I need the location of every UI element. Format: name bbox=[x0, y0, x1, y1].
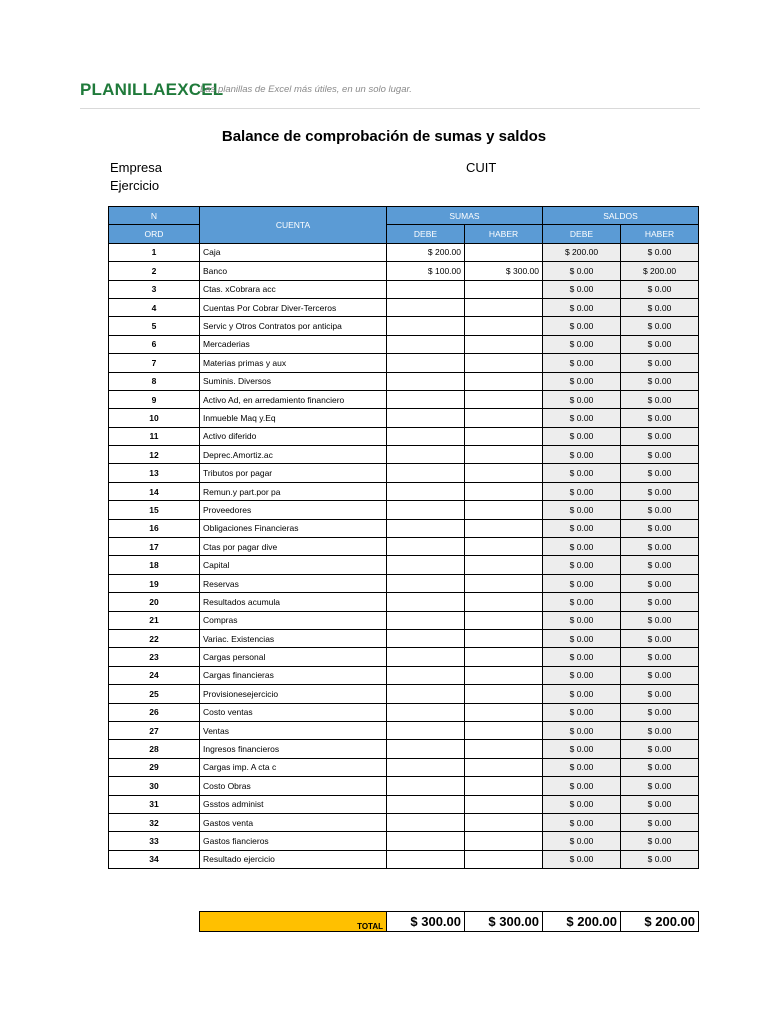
table-row bbox=[109, 850, 699, 868]
sumas-haber-cell[interactable] bbox=[465, 335, 543, 353]
saldos-haber-cell: $ 0.00 bbox=[621, 556, 699, 574]
sumas-debe-cell[interactable] bbox=[387, 464, 465, 482]
sumas-debe-cell[interactable] bbox=[387, 685, 465, 703]
row-number: 1 bbox=[109, 243, 200, 261]
sumas-haber-cell[interactable] bbox=[465, 685, 543, 703]
saldos-debe-cell: $ 0.00 bbox=[543, 446, 621, 464]
saldos-haber-cell: $ 0.00 bbox=[621, 593, 699, 611]
saldos-haber-cell: $ 0.00 bbox=[621, 740, 699, 758]
account-name[interactable]: Gastos fiancieros bbox=[200, 832, 387, 850]
row-number: 20 bbox=[109, 593, 200, 611]
account-name[interactable]: Servic y Otros Contratos por anticipa bbox=[200, 317, 387, 335]
saldos-debe-cell: $ 0.00 bbox=[543, 538, 621, 556]
saldos-haber-cell: $ 0.00 bbox=[621, 464, 699, 482]
sumas-haber-cell[interactable] bbox=[465, 538, 543, 556]
account-name[interactable]: Deprec.Amortiz.ac bbox=[200, 446, 387, 464]
sumas-debe-cell[interactable] bbox=[387, 832, 465, 850]
col-saldos-header: SALDOS bbox=[543, 207, 699, 225]
sumas-haber-cell[interactable] bbox=[465, 648, 543, 666]
sumas-debe-cell[interactable] bbox=[387, 446, 465, 464]
sumas-haber-cell[interactable] bbox=[465, 243, 543, 261]
saldos-haber-cell: $ 0.00 bbox=[621, 832, 699, 850]
saldos-haber-cell: $ 0.00 bbox=[621, 519, 699, 537]
row-number: 10 bbox=[109, 409, 200, 427]
saldos-debe-cell: $ 0.00 bbox=[543, 464, 621, 482]
account-name[interactable]: Costo ventas bbox=[200, 703, 387, 721]
table-row bbox=[109, 703, 699, 721]
saldos-debe-cell: $ 0.00 bbox=[543, 593, 621, 611]
sumas-debe-cell[interactable] bbox=[387, 740, 465, 758]
row-number: 18 bbox=[109, 556, 200, 574]
sumas-debe-cell[interactable] bbox=[387, 298, 465, 316]
sumas-haber-cell[interactable] bbox=[465, 464, 543, 482]
balance-table bbox=[108, 206, 699, 869]
row-number: 14 bbox=[109, 482, 200, 500]
saldos-haber-cell: $ 0.00 bbox=[621, 427, 699, 445]
row-number: 19 bbox=[109, 574, 200, 592]
sumas-debe-cell[interactable] bbox=[387, 372, 465, 390]
ejercicio-label: Ejercicio bbox=[110, 178, 160, 193]
saldos-debe-cell: $ 0.00 bbox=[543, 317, 621, 335]
account-name[interactable]: Suminis. Diversos bbox=[200, 372, 387, 390]
row-number: 32 bbox=[109, 813, 200, 831]
saldos-haber-cell: $ 0.00 bbox=[621, 611, 699, 629]
saldos-debe-cell: $ 0.00 bbox=[543, 354, 621, 372]
sumas-debe-cell[interactable] bbox=[387, 354, 465, 372]
sumas-haber-cell[interactable] bbox=[465, 721, 543, 739]
sumas-debe-cell[interactable] bbox=[387, 648, 465, 666]
account-name[interactable]: Ctas por pagar dive bbox=[200, 538, 387, 556]
col-cuenta-header: CUENTA bbox=[200, 207, 387, 244]
table-row bbox=[109, 740, 699, 758]
sumas-debe-cell[interactable]: $ 200.00 bbox=[387, 243, 465, 261]
row-number: 34 bbox=[109, 850, 200, 868]
saldos-debe-cell: $ 0.00 bbox=[543, 280, 621, 298]
row-number: 7 bbox=[109, 354, 200, 372]
saldos-debe-cell: $ 0.00 bbox=[543, 574, 621, 592]
table-row bbox=[109, 538, 699, 556]
table-row bbox=[109, 446, 699, 464]
table-row bbox=[109, 501, 699, 519]
table-row bbox=[109, 611, 699, 629]
saldos-debe-cell: $ 0.00 bbox=[543, 777, 621, 795]
table-row bbox=[109, 354, 699, 372]
table-row bbox=[109, 593, 699, 611]
row-number: 30 bbox=[109, 777, 200, 795]
saldos-haber-cell: $ 0.00 bbox=[621, 685, 699, 703]
account-name[interactable]: Mercaderias bbox=[200, 335, 387, 353]
sumas-debe-cell[interactable] bbox=[387, 593, 465, 611]
row-number: 22 bbox=[109, 629, 200, 647]
account-name[interactable]: Cargas financieras bbox=[200, 666, 387, 684]
saldos-haber-cell: $ 0.00 bbox=[621, 721, 699, 739]
saldos-haber-cell: $ 0.00 bbox=[621, 850, 699, 868]
sumas-haber-cell[interactable] bbox=[465, 574, 543, 592]
sumas-haber-cell[interactable] bbox=[465, 280, 543, 298]
account-name[interactable]: Cargas personal bbox=[200, 648, 387, 666]
account-name[interactable]: Proveedores bbox=[200, 501, 387, 519]
sumas-debe-cell[interactable] bbox=[387, 556, 465, 574]
col-saldos-debe-header: DEBE bbox=[543, 225, 621, 243]
account-name[interactable]: Provisionesejercicio bbox=[200, 685, 387, 703]
saldos-haber-cell: $ 0.00 bbox=[621, 501, 699, 519]
table-row bbox=[109, 390, 699, 408]
header-divider bbox=[80, 108, 700, 109]
row-number: 33 bbox=[109, 832, 200, 850]
sumas-haber-cell[interactable] bbox=[465, 795, 543, 813]
account-name[interactable]: Banco bbox=[200, 262, 387, 280]
account-name[interactable]: Gsstos administ bbox=[200, 795, 387, 813]
row-number: 28 bbox=[109, 740, 200, 758]
cuit-label: CUIT bbox=[466, 160, 497, 175]
table-row bbox=[109, 317, 699, 335]
col-ord-header: ORD bbox=[109, 225, 200, 243]
account-name[interactable]: Resultados acumula bbox=[200, 593, 387, 611]
sumas-haber-cell[interactable] bbox=[465, 666, 543, 684]
saldos-haber-cell: $ 0.00 bbox=[621, 446, 699, 464]
row-number: 5 bbox=[109, 317, 200, 335]
saldos-haber-cell: $ 0.00 bbox=[621, 795, 699, 813]
table-row bbox=[109, 832, 699, 850]
saldos-haber-cell: $ 0.00 bbox=[621, 280, 699, 298]
table-row bbox=[109, 574, 699, 592]
account-name[interactable]: Obligaciones Financieras bbox=[200, 519, 387, 537]
account-name[interactable]: Caja bbox=[200, 243, 387, 261]
table-row bbox=[109, 648, 699, 666]
table-row bbox=[109, 280, 699, 298]
row-number: 25 bbox=[109, 685, 200, 703]
row-number: 2 bbox=[109, 262, 200, 280]
sumas-haber-cell[interactable] bbox=[465, 593, 543, 611]
table-row bbox=[109, 335, 699, 353]
brand-tagline: Las planillas de Excel más útiles, en un solo lugar. bbox=[200, 84, 412, 95]
sumas-haber-cell[interactable] bbox=[465, 832, 543, 850]
row-number: 16 bbox=[109, 519, 200, 537]
sumas-debe-cell[interactable] bbox=[387, 574, 465, 592]
sumas-haber-cell[interactable] bbox=[465, 317, 543, 335]
sumas-haber-cell[interactable]: $ 300.00 bbox=[465, 262, 543, 280]
sumas-debe-cell[interactable] bbox=[387, 390, 465, 408]
saldos-debe-cell: $ 0.00 bbox=[543, 501, 621, 519]
saldos-haber-cell: $ 0.00 bbox=[621, 482, 699, 500]
table-row bbox=[109, 556, 699, 574]
account-name[interactable]: Capital bbox=[200, 556, 387, 574]
saldos-debe-cell: $ 0.00 bbox=[543, 740, 621, 758]
sumas-debe-cell[interactable]: $ 100.00 bbox=[387, 262, 465, 280]
saldos-debe-cell: $ 0.00 bbox=[543, 335, 621, 353]
sumas-haber-cell[interactable] bbox=[465, 629, 543, 647]
saldos-debe-cell: $ 0.00 bbox=[543, 758, 621, 776]
sumas-haber-cell[interactable] bbox=[465, 611, 543, 629]
col-sumas-debe-header: DEBE bbox=[387, 225, 465, 243]
saldos-haber-cell: $ 0.00 bbox=[621, 409, 699, 427]
saldos-debe-cell: $ 0.00 bbox=[543, 427, 621, 445]
sumas-debe-cell[interactable] bbox=[387, 629, 465, 647]
saldos-haber-cell: $ 0.00 bbox=[621, 335, 699, 353]
table-row bbox=[109, 262, 699, 280]
table-row bbox=[109, 243, 699, 261]
saldos-haber-cell: $ 0.00 bbox=[621, 390, 699, 408]
saldos-haber-cell: $ 0.00 bbox=[621, 317, 699, 335]
sumas-debe-cell[interactable] bbox=[387, 777, 465, 795]
saldos-debe-cell: $ 0.00 bbox=[543, 850, 621, 868]
sumas-haber-cell[interactable] bbox=[465, 409, 543, 427]
saldos-haber-cell: $ 0.00 bbox=[621, 813, 699, 831]
table-row bbox=[109, 777, 699, 795]
row-number: 27 bbox=[109, 721, 200, 739]
saldos-haber-cell: $ 0.00 bbox=[621, 629, 699, 647]
sumas-debe-cell[interactable] bbox=[387, 519, 465, 537]
saldos-haber-cell: $ 0.00 bbox=[621, 354, 699, 372]
saldos-haber-cell: $ 0.00 bbox=[621, 703, 699, 721]
table-row bbox=[109, 629, 699, 647]
brand-part2: EXCEL bbox=[165, 80, 224, 99]
sumas-debe-cell[interactable] bbox=[387, 427, 465, 445]
sumas-debe-cell[interactable] bbox=[387, 409, 465, 427]
table-row bbox=[109, 482, 699, 500]
col-saldos-haber-header: HABER bbox=[621, 225, 699, 243]
saldos-haber-cell: $ 0.00 bbox=[621, 648, 699, 666]
account-name[interactable]: Resultado ejercicio bbox=[200, 850, 387, 868]
saldos-debe-cell: $ 0.00 bbox=[543, 795, 621, 813]
sumas-debe-cell[interactable] bbox=[387, 611, 465, 629]
totals-table bbox=[199, 911, 699, 932]
saldos-haber-cell: $ 0.00 bbox=[621, 758, 699, 776]
saldos-debe-cell: $ 0.00 bbox=[543, 409, 621, 427]
saldos-debe-cell: $ 0.00 bbox=[543, 648, 621, 666]
saldos-debe-cell: $ 0.00 bbox=[543, 262, 621, 280]
sumas-haber-cell[interactable] bbox=[465, 850, 543, 868]
saldos-haber-cell: $ 0.00 bbox=[621, 243, 699, 261]
saldos-debe-cell: $ 0.00 bbox=[543, 629, 621, 647]
row-number: 11 bbox=[109, 427, 200, 445]
saldos-haber-cell: $ 200.00 bbox=[621, 262, 699, 280]
sumas-debe-cell[interactable] bbox=[387, 795, 465, 813]
sumas-debe-cell[interactable] bbox=[387, 280, 465, 298]
sumas-haber-cell[interactable] bbox=[465, 446, 543, 464]
sumas-debe-cell[interactable] bbox=[387, 850, 465, 868]
saldos-haber-cell: $ 0.00 bbox=[621, 666, 699, 684]
row-number: 31 bbox=[109, 795, 200, 813]
saldos-debe-cell: $ 0.00 bbox=[543, 390, 621, 408]
sumas-debe-cell[interactable] bbox=[387, 501, 465, 519]
saldos-debe-cell: $ 0.00 bbox=[543, 372, 621, 390]
saldos-debe-cell: $ 0.00 bbox=[543, 611, 621, 629]
total-label: TOTAL bbox=[200, 912, 387, 932]
table-row bbox=[109, 372, 699, 390]
saldos-debe-cell: $ 0.00 bbox=[543, 685, 621, 703]
empresa-label: Empresa bbox=[110, 160, 163, 175]
table-row bbox=[109, 298, 699, 316]
row-number: 15 bbox=[109, 501, 200, 519]
row-number: 17 bbox=[109, 538, 200, 556]
saldos-debe-cell: $ 200.00 bbox=[543, 243, 621, 261]
saldos-debe-cell: $ 0.00 bbox=[543, 703, 621, 721]
saldos-haber-cell: $ 0.00 bbox=[621, 574, 699, 592]
sumas-debe-cell[interactable] bbox=[387, 538, 465, 556]
sumas-haber-cell[interactable] bbox=[465, 354, 543, 372]
sumas-haber-cell[interactable] bbox=[465, 298, 543, 316]
sumas-haber-cell[interactable] bbox=[465, 501, 543, 519]
sumas-debe-cell[interactable] bbox=[387, 813, 465, 831]
table-row bbox=[109, 409, 699, 427]
sumas-haber-cell[interactable] bbox=[465, 519, 543, 537]
totals-row bbox=[200, 912, 699, 932]
account-name[interactable]: Cargas imp. A cta c bbox=[200, 758, 387, 776]
total-saldos-debe: $ 200.00 bbox=[543, 912, 621, 932]
saldos-haber-cell: $ 0.00 bbox=[621, 372, 699, 390]
table-row bbox=[109, 666, 699, 684]
saldos-haber-cell: $ 0.00 bbox=[621, 298, 699, 316]
sumas-debe-cell[interactable] bbox=[387, 666, 465, 684]
table-row bbox=[109, 813, 699, 831]
account-name[interactable]: Tributos por pagar bbox=[200, 464, 387, 482]
saldos-debe-cell: $ 0.00 bbox=[543, 666, 621, 684]
sumas-haber-cell[interactable] bbox=[465, 740, 543, 758]
row-number: 26 bbox=[109, 703, 200, 721]
row-number: 12 bbox=[109, 446, 200, 464]
sumas-haber-cell[interactable] bbox=[465, 777, 543, 795]
table-row bbox=[109, 427, 699, 445]
col-sumas-header: SUMAS bbox=[387, 207, 543, 225]
page-title: Balance de comprobación de sumas y saldos bbox=[221, 128, 547, 145]
sumas-haber-cell[interactable] bbox=[465, 372, 543, 390]
sumas-debe-cell[interactable] bbox=[387, 482, 465, 500]
account-name[interactable]: Ctas. xCobrara acc bbox=[200, 280, 387, 298]
sumas-haber-cell[interactable] bbox=[465, 427, 543, 445]
saldos-debe-cell: $ 0.00 bbox=[543, 813, 621, 831]
table-row bbox=[109, 758, 699, 776]
account-name[interactable]: Activo Ad, en arredamiento financiero bbox=[200, 390, 387, 408]
brand-part1: PLANILLA bbox=[80, 80, 166, 99]
sumas-haber-cell[interactable] bbox=[465, 390, 543, 408]
account-name[interactable]: Materias primas y aux bbox=[200, 354, 387, 372]
account-name[interactable]: Reservas bbox=[200, 574, 387, 592]
sumas-debe-cell[interactable] bbox=[387, 721, 465, 739]
table-row bbox=[109, 519, 699, 537]
row-number: 23 bbox=[109, 648, 200, 666]
sumas-haber-cell[interactable] bbox=[465, 482, 543, 500]
saldos-debe-cell: $ 0.00 bbox=[543, 556, 621, 574]
account-name[interactable]: Gastos venta bbox=[200, 813, 387, 831]
row-number: 13 bbox=[109, 464, 200, 482]
saldos-debe-cell: $ 0.00 bbox=[543, 298, 621, 316]
saldos-haber-cell: $ 0.00 bbox=[621, 777, 699, 795]
col-n-header: N bbox=[109, 207, 200, 225]
row-number: 9 bbox=[109, 390, 200, 408]
saldos-debe-cell: $ 0.00 bbox=[543, 832, 621, 850]
total-saldos-haber: $ 200.00 bbox=[621, 912, 699, 932]
sumas-debe-cell[interactable] bbox=[387, 335, 465, 353]
table-row bbox=[109, 685, 699, 703]
total-sumas-debe: $ 300.00 bbox=[387, 912, 465, 932]
sumas-haber-cell[interactable] bbox=[465, 703, 543, 721]
account-name[interactable]: Costo Obras bbox=[200, 777, 387, 795]
account-name[interactable]: Compras bbox=[200, 611, 387, 629]
table-row bbox=[109, 721, 699, 739]
account-name[interactable]: Variac. Existencias bbox=[200, 629, 387, 647]
row-number: 3 bbox=[109, 280, 200, 298]
sumas-debe-cell[interactable] bbox=[387, 758, 465, 776]
sumas-debe-cell[interactable] bbox=[387, 703, 465, 721]
table-row bbox=[109, 795, 699, 813]
saldos-debe-cell: $ 0.00 bbox=[543, 721, 621, 739]
account-name[interactable]: Inmueble Maq y.Eq bbox=[200, 409, 387, 427]
row-number: 29 bbox=[109, 758, 200, 776]
row-number: 4 bbox=[109, 298, 200, 316]
account-name[interactable]: Activo diferido bbox=[200, 427, 387, 445]
account-name[interactable]: Cuentas Por Cobrar Diver-Terceros bbox=[200, 298, 387, 316]
account-name[interactable]: Ventas bbox=[200, 721, 387, 739]
saldos-debe-cell: $ 0.00 bbox=[543, 482, 621, 500]
row-number: 6 bbox=[109, 335, 200, 353]
saldos-haber-cell: $ 0.00 bbox=[621, 538, 699, 556]
sumas-haber-cell[interactable] bbox=[465, 556, 543, 574]
sumas-haber-cell[interactable] bbox=[465, 758, 543, 776]
account-name[interactable]: Ingresos financieros bbox=[200, 740, 387, 758]
saldos-debe-cell: $ 0.00 bbox=[543, 519, 621, 537]
account-name[interactable]: Remun.y part.por pa bbox=[200, 482, 387, 500]
sumas-haber-cell[interactable] bbox=[465, 813, 543, 831]
sumas-debe-cell[interactable] bbox=[387, 317, 465, 335]
row-number: 8 bbox=[109, 372, 200, 390]
col-sumas-haber-header: HABER bbox=[465, 225, 543, 243]
row-number: 24 bbox=[109, 666, 200, 684]
row-number: 21 bbox=[109, 611, 200, 629]
table-row bbox=[109, 464, 699, 482]
total-sumas-haber: $ 300.00 bbox=[465, 912, 543, 932]
